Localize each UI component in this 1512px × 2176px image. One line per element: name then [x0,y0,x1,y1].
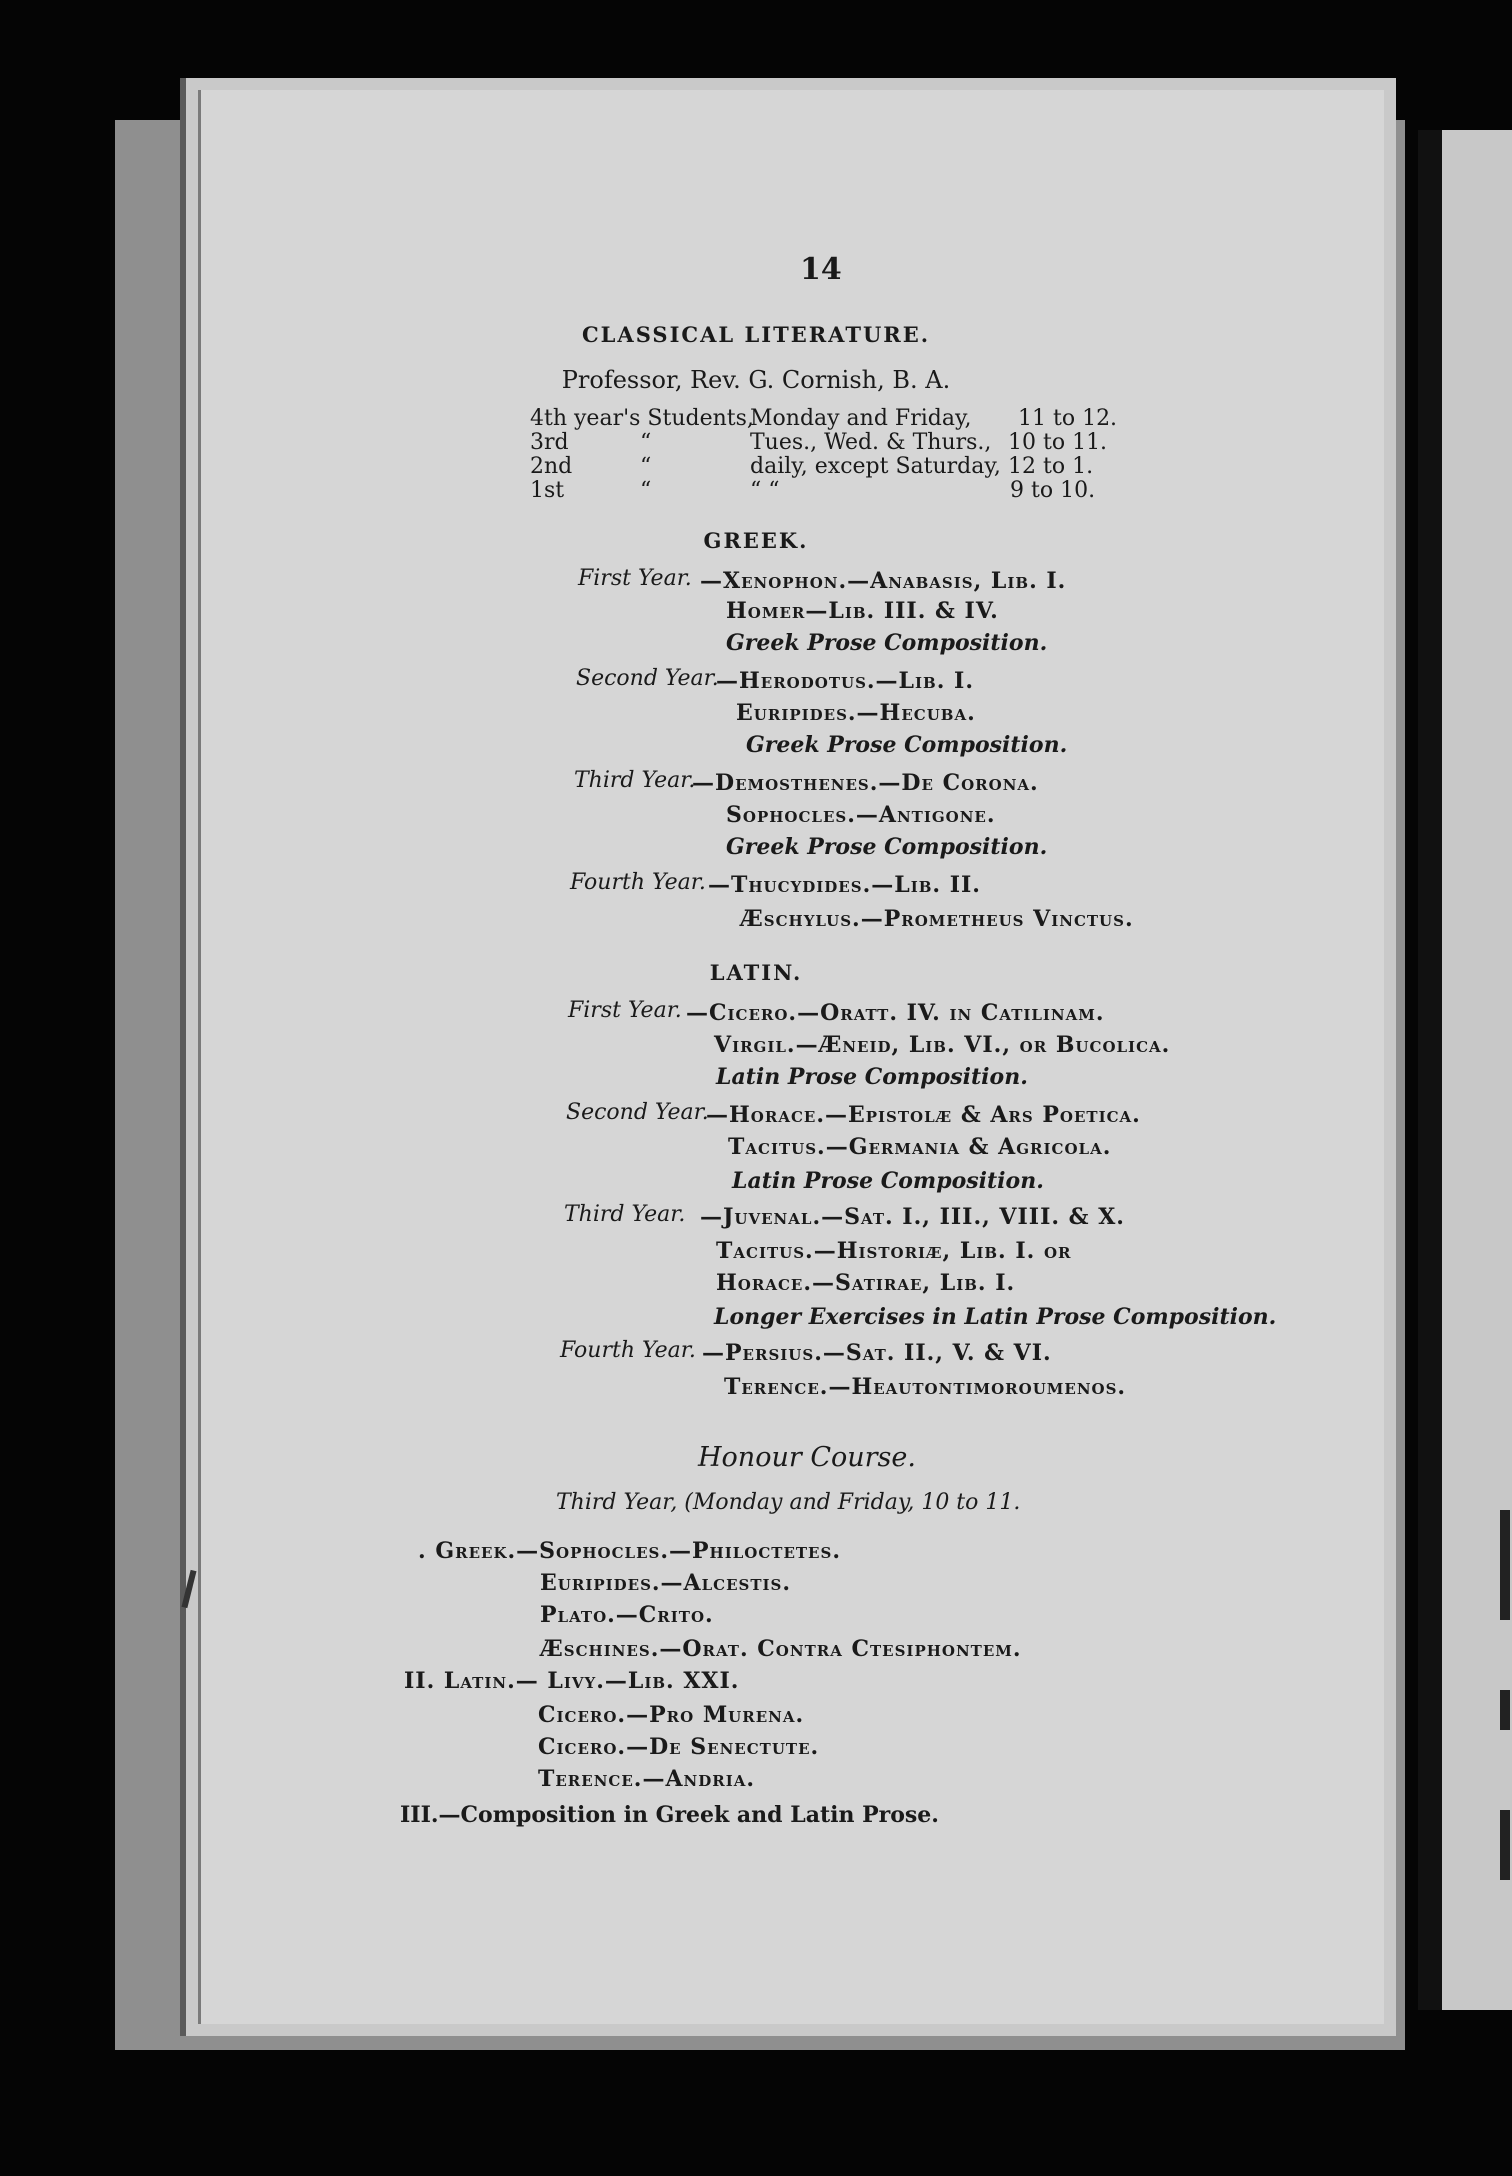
course-line: —Demosthenes.—De Corona. [692,770,1039,796]
edge-mark [1500,1690,1510,1730]
schedule-ditto: “ [640,430,652,455]
course-line: Virgil.—Æneid, Lib. VI., or Bucolica. [714,1032,1171,1058]
year-label: First Year. [578,566,692,591]
course-line: —Horace.—Epistolæ & Ars Poetica. [706,1102,1141,1128]
schedule-ditto: “ [640,478,652,503]
schedule-year: 1st [530,478,565,503]
course-line: —Herodotus.—Lib. I. [716,668,974,694]
schedule-days: Monday and Friday, [750,406,972,431]
course-line: Tacitus.—Germania & Agricola. [728,1134,1112,1160]
schedule-days: daily, except Saturday, [750,454,1001,479]
schedule-time: 10 to 11. [1008,430,1108,455]
course-line: Sophocles.—Antigone. [726,802,996,828]
year-label: Third Year. [564,1202,686,1227]
course-line: —Juvenal.—Sat. I., III., VIII. & X. [700,1204,1125,1230]
schedule-time: 12 to 1. [1008,454,1094,479]
course-line: Latin Prose Composition. [716,1064,1028,1090]
edge-mark [1500,1510,1510,1620]
page-gutter [1418,130,1442,2010]
course-line: Latin Prose Composition. [732,1168,1044,1194]
honour-line: II. Latin.— Livy.—Lib. XXI. [404,1668,740,1694]
schedule-year: 4th year's Students, [530,406,754,431]
course-line: —Thucydides.—Lib. II. [708,872,981,898]
honour-line: Cicero.—Pro Murena. [538,1702,805,1728]
page-number: 14 [800,252,842,287]
year-label: Second Year. [576,666,719,691]
schedule-time: 11 to 12. [1018,406,1118,431]
next-page-edge [1418,130,1512,2010]
course-line: Homer—Lib. III. & IV. [726,598,999,624]
year-label: Second Year. [566,1100,709,1125]
honour-line: Terence.—Andria. [538,1766,756,1792]
course-line: Horace.—Satirae, Lib. I. [716,1270,1016,1296]
course-line: Tacitus.—Historiæ, Lib. I. or [716,1238,1072,1264]
year-label: Third Year. [574,768,696,793]
course-line: Euripides.—Hecuba. [736,700,976,726]
year-label: First Year. [568,998,682,1023]
honour-line: Euripides.—Alcestis. [540,1570,792,1596]
course-line: Greek Prose Composition. [726,834,1048,860]
honour-line: Plato.—Crito. [540,1602,714,1628]
honour-line: Cicero.—De Senectute. [538,1734,820,1760]
year-label: Fourth Year. [560,1338,696,1363]
course-line: Longer Exercises in Latin Prose Composition. [714,1304,1277,1330]
schedule-days: Tues., Wed. & Thurs., [750,430,992,455]
professor-line: Professor, Rev. G. Cornish, B. A. [561,366,951,394]
course-line: Greek Prose Composition. [746,732,1068,758]
edge-mark [1500,1810,1510,1880]
course-line: —Xenophon.—Anabasis, Lib. I. [700,568,1067,594]
honour-third-year: Third Year, (Monday and Friday, 10 to 11. [556,1490,1021,1515]
course-line: —Persius.—Sat. II., V. & VI. [702,1340,1052,1366]
course-line: Æschylus.—Prometheus Vinctus. [740,906,1134,932]
schedule-year: 3rd [530,430,569,455]
schedule-year: 2nd [530,454,573,479]
greek-heading: GREEK. [703,528,809,553]
honour-line: Æschines.—Orat. Contra Ctesiphontem. [540,1636,1022,1662]
latin-heading: LATIN. [709,960,803,985]
year-label: Fourth Year. [570,870,706,895]
schedule-days: “ “ [750,478,780,503]
honour-composition: III.—Composition in Greek and Latin Prose. [400,1802,939,1828]
course-line: Terence.—Heautontimoroumenos. [724,1374,1127,1400]
course-line: Greek Prose Composition. [726,630,1048,656]
section-title: CLASSICAL LITERATURE. [581,322,931,347]
course-line: —Cicero.—Oratt. IV. in Catilinam. [686,1000,1105,1026]
honour-line: . Greek.—Sophocles.—Philoctetes. [418,1538,841,1564]
schedule-ditto: “ [640,454,652,479]
schedule-time: 9 to 10. [1010,478,1096,503]
honour-heading: Honour Course. [698,1442,916,1473]
